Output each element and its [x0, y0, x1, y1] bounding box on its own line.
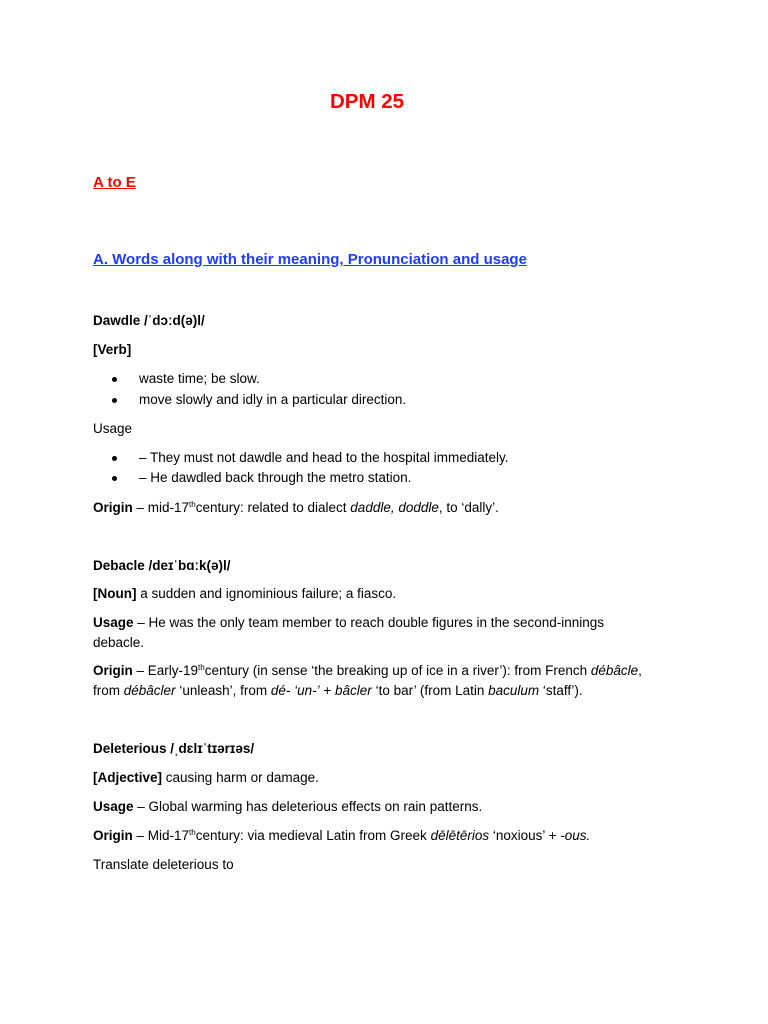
deleterious-translate-prompt: Translate deleterious to	[93, 857, 234, 872]
dawdle-usage-label: Usage	[93, 421, 133, 436]
debacle-usage-continued: debacle.	[93, 635, 145, 650]
dawdle-origin: Origin – mid-17thcentury: related to dialect daddle, doddle, to ‘dally’.	[93, 500, 499, 515]
bullet-icon	[112, 393, 117, 408]
dawdle-usage-example: – They must not dawdle and head to the hospital immediately.	[139, 450, 509, 465]
dawdle-usage-example: – He dawdled back through the metro station.	[139, 470, 412, 485]
deleterious-headword: Deleterious /ˌdɛlɪˈtɪərɪəs/	[93, 741, 255, 756]
dawdle-part-of-speech: [Verb]	[93, 342, 132, 357]
bullet-icon	[112, 471, 117, 486]
debacle-meaning: [Noun] a sudden and ignominious failure; a fiasco.	[93, 586, 397, 601]
dawdle-meaning: waste time; be slow.	[139, 371, 260, 386]
dawdle-headword: Dawdle /ˈdɔːd(ə)l/	[93, 313, 205, 328]
deleterious-meaning: [Adjective] causing harm or damage.	[93, 770, 319, 785]
range-subtitle: A to E	[93, 174, 136, 191]
deleterious-usage: Usage – Global warming has deleterious effects on rain patterns.	[93, 799, 483, 814]
bullet-icon	[112, 451, 117, 466]
deleterious-origin: Origin – Mid-17thcentury: via medieval Latin from Greek dēlētērios ‘noxious’ + -ous.	[93, 828, 591, 843]
bullet-icon	[112, 372, 117, 387]
debacle-origin: Origin – Early-19thcentury (in sense ‘the breaking up of ice in a river’): from French débâcle,	[93, 663, 642, 678]
document-title: DPM 25	[329, 90, 405, 113]
debacle-origin-continued: from débâcler ‘unleash’, from dé- ‘un-’ + bâcler ‘to bar’ (from Latin baculum ‘staff’).	[93, 683, 583, 698]
debacle-headword: Debacle /deɪˈbɑːk(ə)l/	[93, 558, 231, 573]
section-heading: A. Words along with their meaning, Pronunciation and usage	[93, 251, 527, 268]
dawdle-meaning: move slowly and idly in a particular direction.	[139, 392, 407, 407]
debacle-usage: Usage – He was the only team member to reach double figures in the second-innings	[93, 615, 605, 630]
